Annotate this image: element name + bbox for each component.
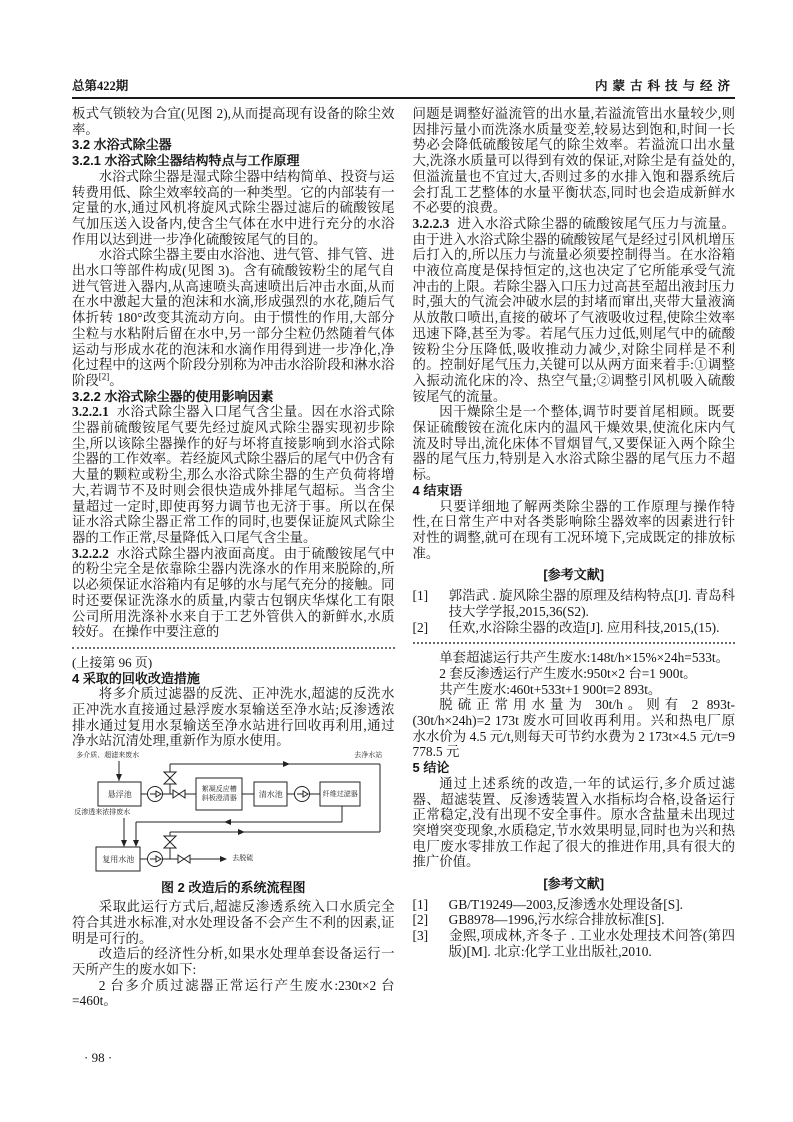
citation-superscript: [2]: [98, 371, 110, 382]
reference-text: 金熙,项成林,齐冬子 . 工业水处理技术问答(第四版)[M]. 北京:化学工业出版社,2010.: [448, 928, 735, 959]
reference-number: [1]: [412, 588, 429, 604]
subsection-3-2-2-3: [413, 216, 736, 404]
section-heading-4-measures: 4 采取的回收改造措施: [72, 670, 200, 686]
reference-text: GB8978—1996,污水综合排放标准[S].: [448, 912, 665, 928]
left-column: [72, 106, 395, 1009]
paragraph: [72, 247, 395, 388]
section-heading-4-conclusion: 4 结束语: [412, 482, 463, 498]
references-title: [参考文献]: [543, 567, 605, 583]
paragraph: 通过上述系统的改造,一年的试运行,多介质过滤器、超滤装置、反渗透装置入水指标均合格,设备运行正常稳定,没有出现不安全事件。原水含盐量未出现过突增突变现象,水质稳定,节水效果明显,同时也为兴和热电厂废水零排放工作起了很大的推进作用,具有很大的推广价值。: [412, 775, 735, 870]
page-number: · 98 ·: [84, 1050, 113, 1065]
diagram-label-ro-drain: 反渗透来浓排废水: [74, 809, 131, 817]
subsection-3-2-2-1: [72, 404, 395, 545]
paragraph: 水浴式除尘器是湿式除尘器中结构简单、投资与运转费用低、除尘效率较高的一种类型。它的内部装有一定量的水,通过风机将旋风式除尘器过滤后的硫酸铵尾气加压送入设备内,使含尘气体在水中进行充分的水浴作用以达到进一步净化硫酸铵尾气的目的。: [72, 168, 395, 247]
paragraph: 共产生废水:460t+533t+1 900t=2 893t。: [439, 681, 662, 697]
flow-diagram: [74, 752, 392, 876]
reference-item: [413, 928, 736, 959]
paragraph-continued: 问题是调整好溢流管的出水量,若溢流管出水量较少,则因排污量小而洗涤水质量变差,较易达到饱和,时间一长势必会降低硫酸铵尾气的除尘效率。若溢流口出水量大,洗涤水质量可以得到有效的保证,对除尘是有益处的,但溢流量也不宜过大,否则过多的水排入饱和器系统后会打乱工艺整体的水量平衡状态,同时也会造成新鲜水不必要的浪费。: [412, 106, 735, 216]
page-header: [72, 76, 735, 94]
paragraph: 2 套反渗透运行产生废水:950t×2 台=1 900t。: [439, 665, 697, 681]
section-heading-5-conclusion: 5 结论: [412, 760, 450, 776]
paragraph: 将多介质过滤器的反洗、正冲洗水,超滤的反洗水正冲洗水直接通过悬浮废水泵输送至净水站;反渗透浓排水通过复用水泵输送至净水站进行回收再利用,通过净水站沉清处理,重新作为原水使用。: [72, 686, 395, 749]
diagram-label-to-desulfurization: 去脱硫: [232, 855, 254, 863]
reference-item: [413, 588, 736, 619]
valve-icon: [173, 790, 190, 863]
reference-number: [1]: [412, 896, 429, 912]
references-title: [参考文献]: [543, 876, 605, 892]
figure-2: [72, 752, 395, 896]
pump-icon: [148, 787, 163, 802]
subsection-number: 3.2.2.3: [412, 215, 450, 231]
reference-item: [413, 620, 736, 636]
paragraph-text: 进入水浴式除尘器的硫酸铵尾气压力与流量。由于进入水浴式除尘器的硫酸铵尾气是经过引风机增压后打入的,所以压力与流量必须要控制得当。在水浴箱中液位高度是保持恒定的,这也决定了它所能承受气流冲击的上限。若除尘器入口压力过高甚至超出液封压力时,强大的气流会冲破水层的封堵而窜出,夹带大量液滴从放散口喷出,直接的破坏了气液吸收过程,使除尘效率迅速下降,甚至为零。若尾气压力过低,则尾气中的硫酸铵粉尘分压降低,吸收推动力减少,对除尘同样是不利的。控制好尾气压力,关键可以从两方面来着手:①调整入振动流化床的冷、热空气量;②调整引风机吸入硫酸铵尾气的流量。: [412, 215, 735, 404]
paragraph: 改造后的经济性分析,如果水处理单套设备运行一天所产生的废水如下:: [72, 946, 395, 977]
paragraph: 单套超滤运行共产生废水:148t/h×15%×24h=533t。: [439, 650, 730, 666]
reference-item: [413, 912, 736, 928]
diagram-box-clarifier-line2: 斜板澄清器: [201, 795, 237, 803]
paragraph: 脱硫正常用水量为 30t/h。则有 2 893t-(30t/h×24h)=2 173t 废水可回收再利用。兴和热电厂原水水价为 4.5 元/t,则每天可节约水费为 2 173t×4.5 元/t=9 778.5 元: [412, 697, 735, 760]
issue-number: 总第422期: [72, 79, 129, 93]
diagram-box-suspension-pool: 悬浮池: [107, 789, 132, 799]
paragraph-continued: 板式气锁较为合宜(见图 2),从而提高现有设备的除尘效率。: [72, 106, 395, 137]
diagram-box-clear-water-pool: 清水池: [258, 789, 283, 799]
right-column: [413, 106, 736, 1009]
article-divider: [413, 642, 736, 644]
diagram-box-clarifier: [196, 778, 242, 810]
reference-number: [2]: [412, 912, 429, 928]
pump-icon: [295, 787, 310, 802]
paragraph-text: 水浴式除尘器内液面高度。由于硫酸铵尾气中的粉尘完全是依靠除尘器内洗涤水的作用来脱除的,所以必须保证水浴箱内有足够的水与尾气充分的接触。同时还要保证洗涤水的质量,内蒙古包钢庆华煤化工有限公司所用洗涤补水来自于工艺外管供入的新鲜水,水质较好。在操作中要注意的: [72, 545, 395, 640]
subsection-number: 3.2.2.2: [72, 545, 109, 561]
continued-from-note: (上接第 96 页): [72, 654, 153, 670]
diagram-label-to-station: 去净水站: [354, 752, 383, 760]
subsection-number: 3.2.2.1: [72, 404, 109, 420]
paragraph-text: 水浴式除尘器入口尾气含尘量。因在水浴式除尘器前硫酸铵尾气要先经过旋风式除尘器实现初步除尘,所以该除尘器操作的好与坏将直接影响到水浴式除尘器的工作效率。若经旋风式除尘器后的尾气中仍含有大量的颗粒或粉尘,那么水浴式除尘器的生产负荷将增大,若调节不及时则会很快造成外排尾气超标。当含尘量超过一定时,即使再努力调节也无济于事。所以在保证水浴式除尘器正常工作的同时,也要保证旋风式除尘器的工作正常,尽量降低入口尾气含尘量。: [72, 404, 395, 545]
paragraph-text: 。: [109, 372, 123, 388]
figure-caption: 图 2 改造后的系统流程图: [161, 880, 306, 896]
diagram-label-source-top: 多介质、超滤来废水: [76, 752, 140, 760]
diagram-box-fiber-filter: 纤维过滤器: [322, 790, 358, 798]
paragraph: 采取此运行方式后,超滤反渗透系统入口水质完全符合其进水标准,对水处理设备不会产生不利的因素,证明是可行的。: [72, 899, 395, 946]
reference-number: [3]: [412, 928, 429, 944]
valve-icon: [164, 772, 176, 848]
reference-text: 任欢,水浴除尘器的改造[J]. 应用科技,2015,(15).: [448, 619, 720, 635]
section-heading-3-2-1: 3.2.1 水浴式除尘器结构特点与工作原理: [72, 153, 300, 169]
two-column-body: [0, 99, 793, 1009]
paragraph-text: 水浴式除尘器主要由水浴池、进气管、排气管、进出水口等部件构成(见图 3)。含有硫酸铵粉尘的尾气自进气管进入器内,从高速喷头高速喷出后冲击水面,从而在水中激起大量的泡沫和水滴,形成强烈的水花,随后气体折转 180°改变其流动方向。由于惯性的作用,大部分尘粒与水粘附后留在水中,另一部分尘粒仍然随着气体运动与形成水花的泡沫和水滴作用得到进一步净化,净化过程中的这两个阶段分别称为冲击水浴阶段和淋水浴阶段: [72, 247, 395, 388]
diagram-box-reuse-pool: 复用水池: [102, 854, 135, 864]
paragraph: 因干燥除尘是一个整体,调节时要首尾相顾。既要保证硫酸铵在流化床内的温风干燥效果,使流化床内气流及时导出,流化床体不冒烟冒气,又要保证入两个除尘器的尾气压力,特别是入水浴式除尘器的尾气压力不超标。: [412, 404, 735, 483]
paragraph: 2 台多介质过滤器正常运行产生废水:230t×2 台=460t。: [72, 977, 395, 1009]
flow-arrows: [116, 761, 290, 862]
subsection-3-2-2-2: [72, 546, 395, 640]
journal-title: 内蒙古科技与经济: [594, 79, 735, 93]
diagram-box-clarifier-line1: 絮凝反应槽: [201, 786, 237, 794]
article-divider: [72, 647, 395, 649]
section-heading-3-2-2: 3.2.2 水浴式除尘器的使用影响因素: [72, 388, 274, 404]
paragraph: 只要详细地了解两类除尘器的工作原理与操作特性,在日常生产中对各类影响除尘器效率的因素进行针对性的调整,就可在现有工况环境下,完成既定的排放标准。: [412, 498, 735, 561]
pump-icon: [148, 852, 163, 867]
reference-item: [413, 897, 736, 913]
reference-text: GB/T19249—2003,反渗透水处理设备[S].: [448, 896, 684, 912]
reference-text: 郭浩武 . 旋风除尘器的原理及结构特点[J]. 青岛科技大学学报,2015,36(S2).: [448, 588, 735, 619]
section-heading-3-2: 3.2 水浴式除尘器: [72, 137, 172, 153]
reference-number: [2]: [412, 619, 429, 635]
